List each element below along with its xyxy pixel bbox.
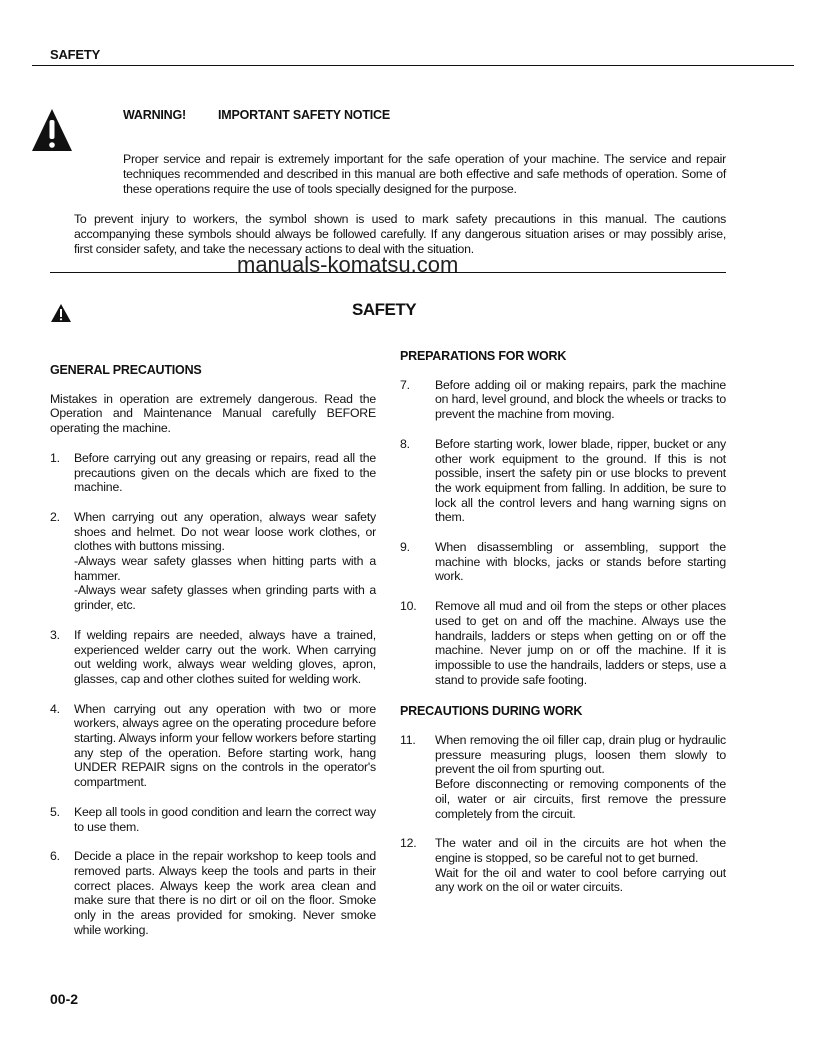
list-item <box>50 849 376 937</box>
item-text <box>435 599 726 687</box>
during-work-list <box>400 733 726 895</box>
general-lead: Mistakes in operation are extremely dangerous. Read the Operation and Maintenance Manual carefully BEFORE operating the machine. <box>50 391 376 436</box>
item-line: Before starting work, lower blade, ripper, bucket or any other work equipment to the ground. If this is not possible, insert the safety pin or use blocks to prevent the work equipment from falling. In addition, be sure to lock all the control levers and hang warning signs on them. <box>435 436 726 525</box>
item-line: Keep all tools in good condition and learn the correct way to use them. <box>74 804 376 834</box>
list-item <box>400 599 726 687</box>
item-number: 1. <box>50 450 60 465</box>
item-number: 6. <box>50 849 60 864</box>
item-line: Before carrying out any greasing or repairs, read all the precautions given on the decals which are fixed to the machine. <box>74 450 376 495</box>
item-number: 11. <box>400 733 416 748</box>
item-text <box>435 540 726 584</box>
running-header: SAFETY <box>50 47 101 62</box>
item-line: When disassembling or assembling, support the machine with blocks, jacks or stands before starting work. <box>435 540 726 584</box>
list-item <box>50 702 376 790</box>
list-item <box>50 628 376 687</box>
warning-body: Proper service and repair is extremely important for the safe operation of your machine. The service and repair techniques recommended and described in this manual are both effective and safe methods of operation. Some of these operations require the use of tools specially designed for the purpose. <box>123 152 726 196</box>
general-precautions-list <box>50 451 376 938</box>
page-number: 00-2 <box>50 991 79 1007</box>
section-title: SAFETY <box>352 300 417 319</box>
list-item <box>50 451 376 495</box>
item-line: The water and oil in the circuits are hot when the engine is stopped, so be careful not to get burned. <box>435 836 726 865</box>
item-line: Before adding oil or making repairs, park the machine on hard, level ground, and block the wheels or tracks to prevent the machine from moving. <box>435 377 726 422</box>
item-line: Before disconnecting or removing components of the oil, water or air circuits, first remove the pressure completely from the circuit. <box>435 777 726 821</box>
during-work-heading: PRECAUTIONS DURING WORK <box>400 704 583 719</box>
warning-triangle-icon <box>50 303 72 323</box>
general-precautions-heading: GENERAL PRECAUTIONS <box>50 363 202 377</box>
item-number: 10. <box>400 599 417 614</box>
warning-label: WARNING! <box>123 108 186 122</box>
list-item <box>400 437 726 525</box>
item-line: Remove all mud and oil from the steps or other places used to get on and off the machine. Always use the handrails, ladders or steps when getting on or off the machine. Never jump on or off the machine. If it is impossible to use the handrails, ladders or steps, use a stand to provide safe footing. <box>435 599 726 687</box>
item-text <box>74 451 376 495</box>
watermark: manuals-komatsu.com <box>237 252 459 277</box>
item-text <box>435 733 726 821</box>
item-number: 9. <box>400 540 410 555</box>
item-number: 2. <box>50 509 60 524</box>
list-item <box>400 836 726 895</box>
intro-paragraph: To prevent injury to workers, the symbol shown is used to mark safety precautions in this manual. The cautions accompanying these symbols should always be followed carefully. If any dangerous situation arises or may possibly arise, first consider safety, and take the necessary actions to deal with the situation. <box>74 212 726 256</box>
header-rule <box>32 65 794 66</box>
item-line: When carrying out any operation, always wear safety shoes and helmet. Do not wear loose work clothes, or clothes with buttons missing. <box>74 509 376 554</box>
item-number: 3. <box>50 627 60 642</box>
item-text <box>74 805 376 834</box>
list-item <box>400 378 726 422</box>
left-column <box>50 363 376 953</box>
list-item <box>50 805 376 834</box>
item-line: Wait for the oil and water to cool before carrying out any work on the oil or water circuits. <box>435 865 726 895</box>
item-number: 7. <box>400 377 410 392</box>
preparations-heading: PREPARATIONS FOR WORK <box>400 349 567 363</box>
item-line: -Always wear safety glasses when hitting parts with a hammer. <box>74 554 376 583</box>
item-number: 5. <box>50 804 60 819</box>
item-number: 8. <box>400 436 410 451</box>
item-text <box>435 437 726 525</box>
item-text <box>74 510 376 613</box>
item-text <box>74 628 376 687</box>
right-column <box>400 349 726 910</box>
warning-triangle-icon <box>30 107 74 153</box>
item-line: Decide a place in the repair workshop to keep tools and removed parts. Always keep the tools and parts in their correct places. Always keep the work area clean and make sure that there is no dirt or oil on the floor. Smoke only in the areas provided for smoking. Never smoke while working. <box>74 849 376 937</box>
list-item <box>400 733 726 821</box>
list-item <box>50 510 376 613</box>
preparations-list <box>400 378 726 688</box>
item-text <box>435 836 726 895</box>
list-item <box>400 540 726 584</box>
item-number: 4. <box>50 701 60 716</box>
item-text <box>435 378 726 422</box>
item-line: -Always wear safety glasses when grinding parts with a grinder, etc. <box>74 583 376 613</box>
item-text <box>74 849 376 937</box>
item-number: 12. <box>400 836 417 851</box>
item-line: When carrying out any operation with two or more workers, always agree on the operating procedure before starting. Always inform your fellow workers before starting any step of the operation. Before starting work, hang UNDER REPAIR signs on the controls in the operator's compartment. <box>74 701 376 790</box>
warning-heading <box>123 108 390 122</box>
item-text <box>74 702 376 790</box>
warning-title: IMPORTANT SAFETY NOTICE <box>217 108 391 122</box>
item-line: When removing the oil filler cap, drain plug or hydraulic pressure measuring plugs, loosen them slowly to prevent the oil from spurting out. <box>435 733 726 777</box>
item-line: If welding repairs are needed, always have a trained, experienced welder carry out the work. When carrying out welding work, always wear welding gloves, apron, glasses, cap and other clothes suited for welding work. <box>74 627 376 686</box>
